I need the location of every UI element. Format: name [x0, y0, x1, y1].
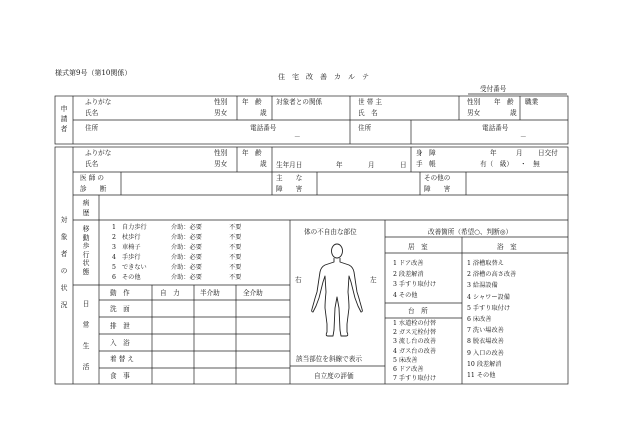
birth-day-unit: 日: [400, 161, 407, 169]
mobility-assist: 介助：必要: [171, 224, 202, 231]
householder-phone-label: 電話番号: [482, 124, 509, 132]
mobility-assist: 介助：必要: [171, 274, 202, 281]
diagnosis-label: 診 断: [80, 185, 107, 193]
householder-phone-dash: －: [520, 133, 527, 141]
householder-gender-options: 男女: [467, 109, 481, 117]
bathroom-item: 3 給湯設備: [467, 282, 498, 290]
mobility-no: 2: [112, 234, 116, 241]
kitchen-item: 5 床改善: [393, 356, 418, 364]
applicant-address-label: 住所: [85, 124, 99, 132]
applicant-name-label: 氏名: [85, 109, 99, 117]
bathroom-item: 1 浴槽取替え: [467, 260, 504, 267]
mobility-no: 1: [112, 224, 116, 231]
subject-name-label: 氏名: [85, 160, 99, 168]
disability-label: 身 障: [416, 149, 436, 157]
subject-gender-label: 性別: [214, 149, 228, 157]
body-right-label: 右: [295, 276, 302, 284]
bathroom-item: 11 その他: [467, 372, 496, 379]
doctor-label: 医 師 の: [80, 174, 104, 182]
subject-age-unit: 歳: [260, 160, 267, 168]
adl-row-wash: 洗 面: [110, 305, 130, 313]
adl-row-toilet: 排 泄: [110, 322, 130, 330]
adl-row-meal: 食 事: [110, 372, 130, 380]
applicant-phone-label: 電話番号: [250, 124, 277, 132]
mobility-text: 車椅子: [122, 244, 141, 251]
bathroom-item: 2 浴槽の高さ改善: [467, 271, 517, 279]
birth-month-unit: 月: [368, 161, 375, 169]
adl-header-partial: 半介助: [200, 289, 220, 297]
mobility-unneeded: 不要: [229, 234, 242, 241]
independence-label: 自立度の評価: [314, 372, 354, 380]
daily-life-label: 日常生活: [82, 300, 90, 371]
subject-side-label: 対象者の状況: [60, 216, 68, 309]
householder-age-unit: 歳: [510, 109, 517, 117]
living-room-item: 1 ドア改善: [393, 260, 424, 267]
householder-gender-label: 性別: [467, 98, 481, 106]
kitchen-item: 3 流し台の改善: [393, 338, 437, 346]
kitchen-item: 1 水道栓の付替: [393, 320, 437, 327]
history-label: 病歴: [82, 199, 90, 217]
subject-furigana-label: ふりがな: [85, 149, 112, 157]
applicant-side-label: 申請者: [60, 105, 68, 133]
page-title: 住 宅 改 善 カ ル テ: [278, 73, 369, 81]
mobility-no: 3: [112, 244, 116, 251]
adl-header-action: 動 作: [110, 289, 130, 297]
mobility-assist: 介助：必要: [171, 264, 202, 271]
mobility-label: 移動歩行状態: [82, 225, 90, 276]
improvement-title: 改善箇所（希望○、判断◎）: [428, 228, 513, 236]
kitchen-item: 6 ドア改善: [393, 366, 424, 373]
receipt-label: 受付番号: [480, 85, 507, 93]
mobility-no: 5: [112, 264, 116, 271]
bathroom-item: 7 洗い場改善: [467, 327, 504, 335]
bathroom-item: 4 シャワー設備: [467, 293, 510, 301]
occupation-label: 職業: [525, 98, 539, 106]
applicant-age-unit: 歳: [260, 109, 267, 117]
adl-header-full: 全介助: [243, 289, 263, 297]
subject-gender-options: 男女: [214, 160, 228, 168]
relation-label: 対象者との関係: [276, 98, 323, 106]
issue-label: 日交付: [538, 149, 558, 157]
bathroom-label: 浴 室: [497, 243, 517, 251]
mobility-text: 杖歩行: [122, 234, 141, 241]
householder-address-label: 住所: [358, 124, 372, 132]
applicant-gender-options: 男女: [214, 109, 228, 117]
body-figure: [303, 242, 371, 338]
applicant-age-label: 年 齢: [242, 98, 262, 106]
adl-header-self: 自 力: [160, 289, 180, 297]
mobility-unneeded: 不要: [229, 274, 242, 281]
living-room-item: 3 手すり取付け: [393, 281, 437, 288]
mobility-unneeded: 不要: [229, 244, 242, 251]
mobility-text: 自力歩行: [122, 224, 147, 231]
subject-age-label: 年 齢: [242, 149, 262, 157]
mobility-unneeded: 不要: [229, 254, 242, 261]
householder-age-label: 年 齢: [494, 98, 514, 106]
body-note: 該当部位を斜線で表示: [296, 355, 362, 363]
bathroom-item: 8 脱衣場改善: [467, 338, 504, 346]
birth-year-unit: 年: [336, 161, 343, 169]
mobility-text: 手歩行: [122, 254, 141, 261]
living-room-item: 2 段差解消: [393, 270, 424, 278]
handbook-label: 手 帳: [416, 160, 436, 168]
applicant-furigana-label: ふりがな: [85, 98, 112, 106]
bathroom-item: 6 床改善: [467, 316, 492, 323]
other-label: その他の: [424, 174, 451, 182]
mobility-assist: 介助：必要: [171, 244, 202, 251]
bathroom-item: 9 入口の改善: [467, 349, 504, 357]
mobility-unneeded: 不要: [229, 224, 242, 231]
adl-row-bath: 入 浴: [110, 339, 130, 347]
main-disorder-label: 主 な: [276, 174, 303, 182]
handbook-has: 有（ 級）: [480, 160, 513, 168]
kitchen-label: 台 所: [408, 307, 428, 315]
adl-row-dress: 着 替 え: [110, 355, 134, 363]
mobility-text: できない: [122, 264, 147, 271]
kitchen-item: 4 ガス台の改善: [393, 347, 437, 355]
bathroom-item: 5 手すり取付け: [467, 304, 511, 312]
body-left-label: 左: [370, 276, 377, 284]
issue-year-unit: 年: [490, 149, 497, 157]
bathroom-item: 10 段差解消: [467, 360, 502, 368]
mobility-no: 6: [112, 274, 116, 281]
mobility-assist: 介助：必要: [171, 234, 202, 241]
householder-label: 世 帯 主: [358, 98, 382, 106]
applicant-gender-label: 性別: [214, 98, 228, 106]
handbook-none: ・ 無: [520, 160, 540, 168]
householder-name-label: 氏 名: [358, 109, 378, 117]
issue-month-unit: 月: [516, 149, 523, 157]
mobility-no: 4: [112, 254, 116, 261]
birth-label: 生年月日: [276, 161, 303, 169]
living-room-label: 居 室: [408, 243, 428, 251]
kitchen-item: 2 ガス元栓付替: [393, 329, 437, 337]
other-disorder-label: 障 害: [424, 185, 451, 193]
mobility-text: その他: [122, 274, 141, 281]
mobility-assist: 介助：必要: [171, 254, 202, 261]
mobility-unneeded: 不要: [229, 264, 242, 271]
disorder-label: 障 害: [276, 185, 303, 193]
body-title: 体の不自由な部位: [304, 228, 357, 236]
form-number: 様式第9号（第10関係）: [55, 69, 132, 77]
living-room-item: 4 その他: [393, 291, 418, 299]
applicant-phone-dash: －: [294, 133, 301, 141]
kitchen-item: 7 手すり取付け: [393, 375, 437, 383]
